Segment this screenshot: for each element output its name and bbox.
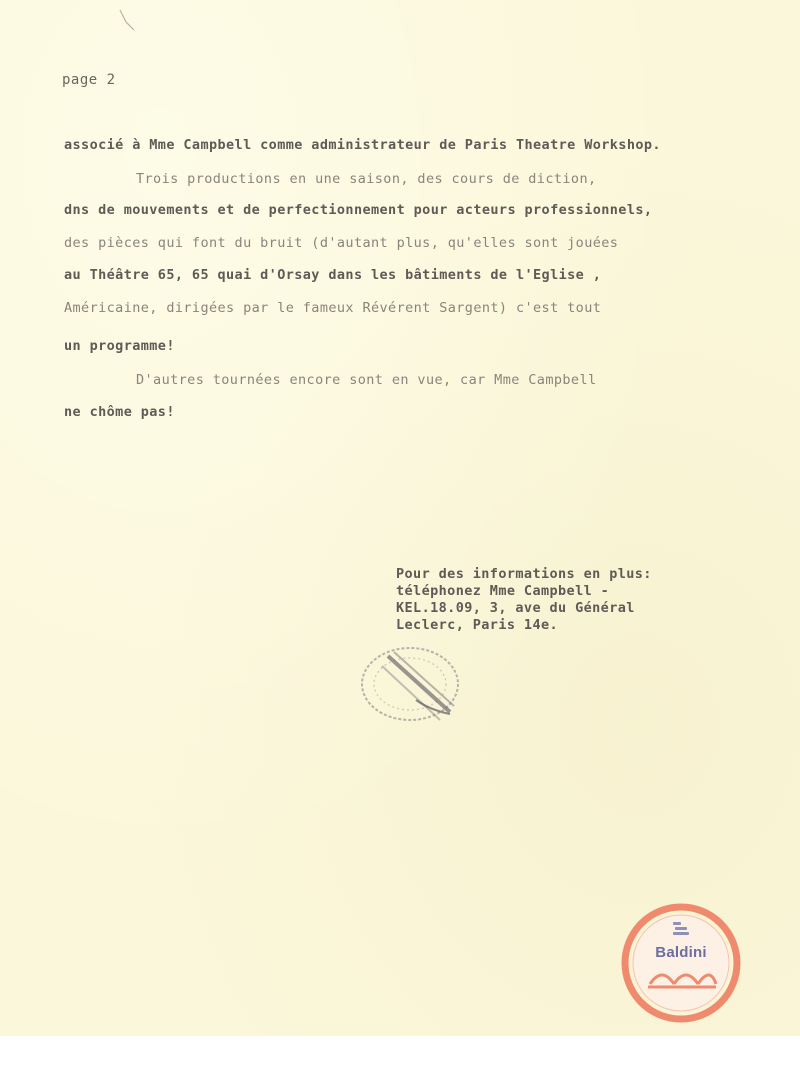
letter-line-4: des pièces qui font du bruit (d'autant plus, qu'elles sont jouées [64,235,619,251]
page-number: page 2 [62,72,116,88]
contact-line-4: Leclerc, Paris 14e. [396,617,559,633]
baldini-logo-text: Baldini [655,944,707,961]
letter-line-2: Trois productions en une saison, des cours de diction, [136,171,597,187]
contact-line-3: KEL.18.09, 3, ave du Général [396,600,635,616]
letter-line-7: un programme! [64,338,175,354]
letter-line-9: ne chôme pas! [64,404,175,420]
contact-block [396,566,652,634]
letter-line-8: D'autres tournées encore sont en vue, car Mme Campbell [136,372,597,388]
contact-line-1: Pour des informations en plus: [396,566,652,582]
baldini-logo [620,902,742,1024]
contact-line-2: téléphonez Mme Campbell - [396,583,610,599]
letter-line-3: dns de mouvements et de perfectionnement pour acteurs professionnels, [64,202,653,218]
pencil-mark [118,8,136,34]
letter-line-5: au Théâtre 65, 65 quai d'Orsay dans les bâtiments de l'Eglise , [64,267,602,283]
letter-line-6: Américaine, dirigées par le fameux Révérent Sargent) c'est tout [64,300,602,316]
ink-stamp [354,640,466,728]
letter-line-1: associé à Mme Campbell comme administrateur de Paris Theatre Workshop. [64,137,661,153]
